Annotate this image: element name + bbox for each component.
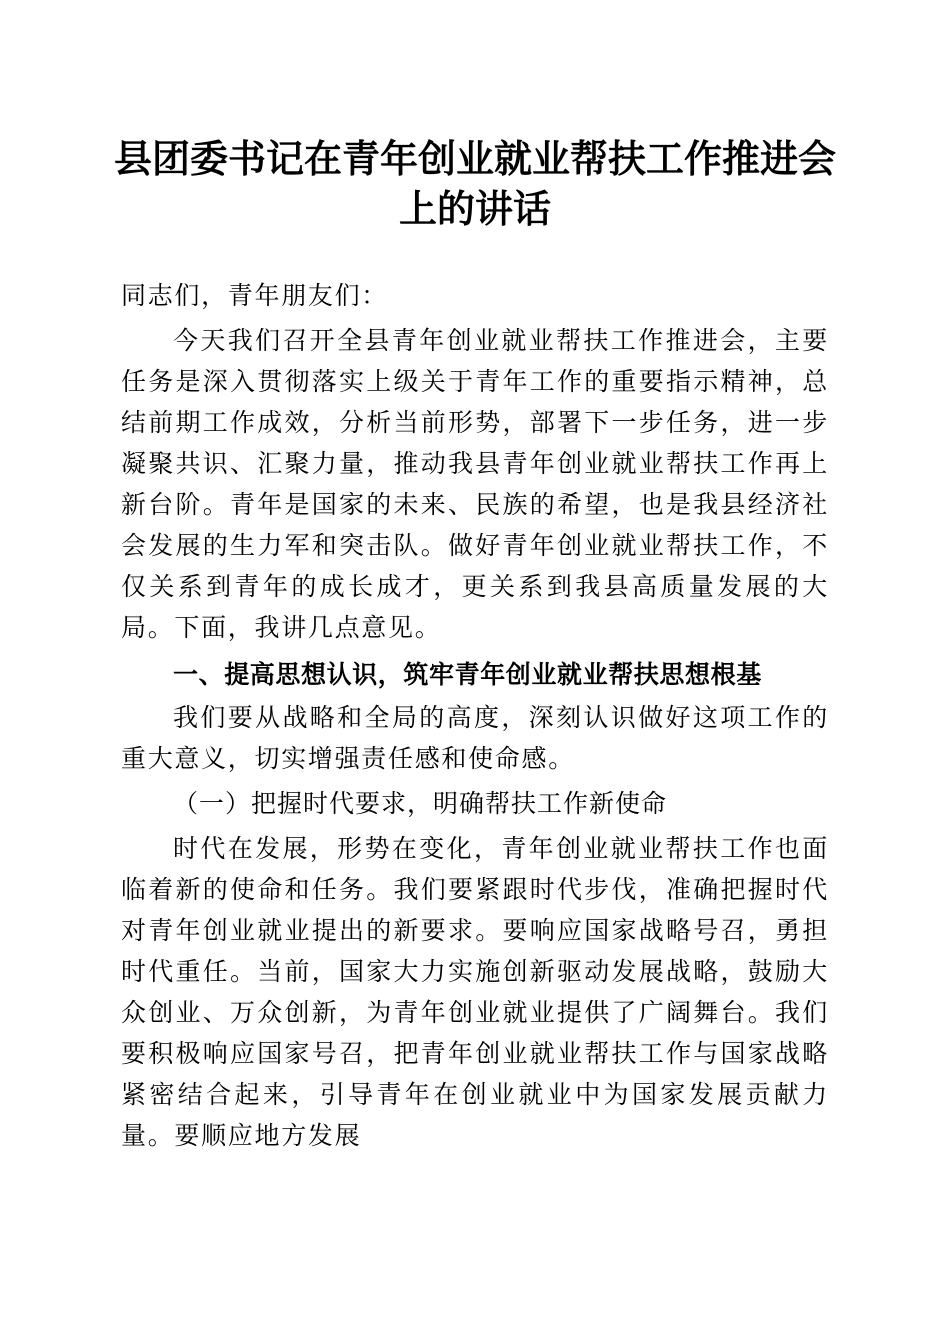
document-body [121, 275, 829, 1156]
subsection-1-1-paragraph: 时代在发展，形势在变化，青年创业就业帮扶工作也面临着新的使命和任务。我们要紧跟时代步伐，准确把握时代对青年创业就业提出的新要求。要响应国家战略号召，勇担时代重任。当前，国家大力实施创新驱动发展战略，鼓励大众创业、万众创新，为青年创业就业提供了广阔舞台。我们要积极响应国家号召，把青年创业就业帮扶工作与国家战略紧密结合起来，引导青年在创业就业中为国家发展贡献力量。要顺应地方发展 [121, 834, 829, 1150]
section-1-paragraph: 我们要从战略和全局的高度，深刻认识做好这项工作的重大意义，切实增强责任感和使命感。 [121, 703, 829, 773]
salutation: 同志们，青年朋友们： [121, 281, 389, 310]
document-title: 县团委书记在青年创业就业帮扶工作推进会上的讲话 [113, 136, 836, 231]
section-heading-1: 一、提高思想认识，筑牢青年创业就业帮扶思想根基 [173, 660, 762, 689]
opening-paragraph: 今天我们召开全县青年创业就业帮扶工作推进会，主要任务是深入贯彻落实上级关于青年工作的重要指示精神，总结前期工作成效，分析当前形势，部署下一步任务，进一步凝聚共识、汇聚力量，推动我县青年创业就业帮扶工作再上新台阶。青年是国家的未来、民族的希望，也是我县经济社会发展的生力军和突击队。做好青年创业就业帮扶工作，不仅关系到青年的成长成才，更关系到我县高质量发展的大局。下面，我讲几点意见。 [121, 326, 829, 642]
subsection-heading-1-1: （一）把握时代要求，明确帮扶工作新使命 [173, 789, 668, 818]
